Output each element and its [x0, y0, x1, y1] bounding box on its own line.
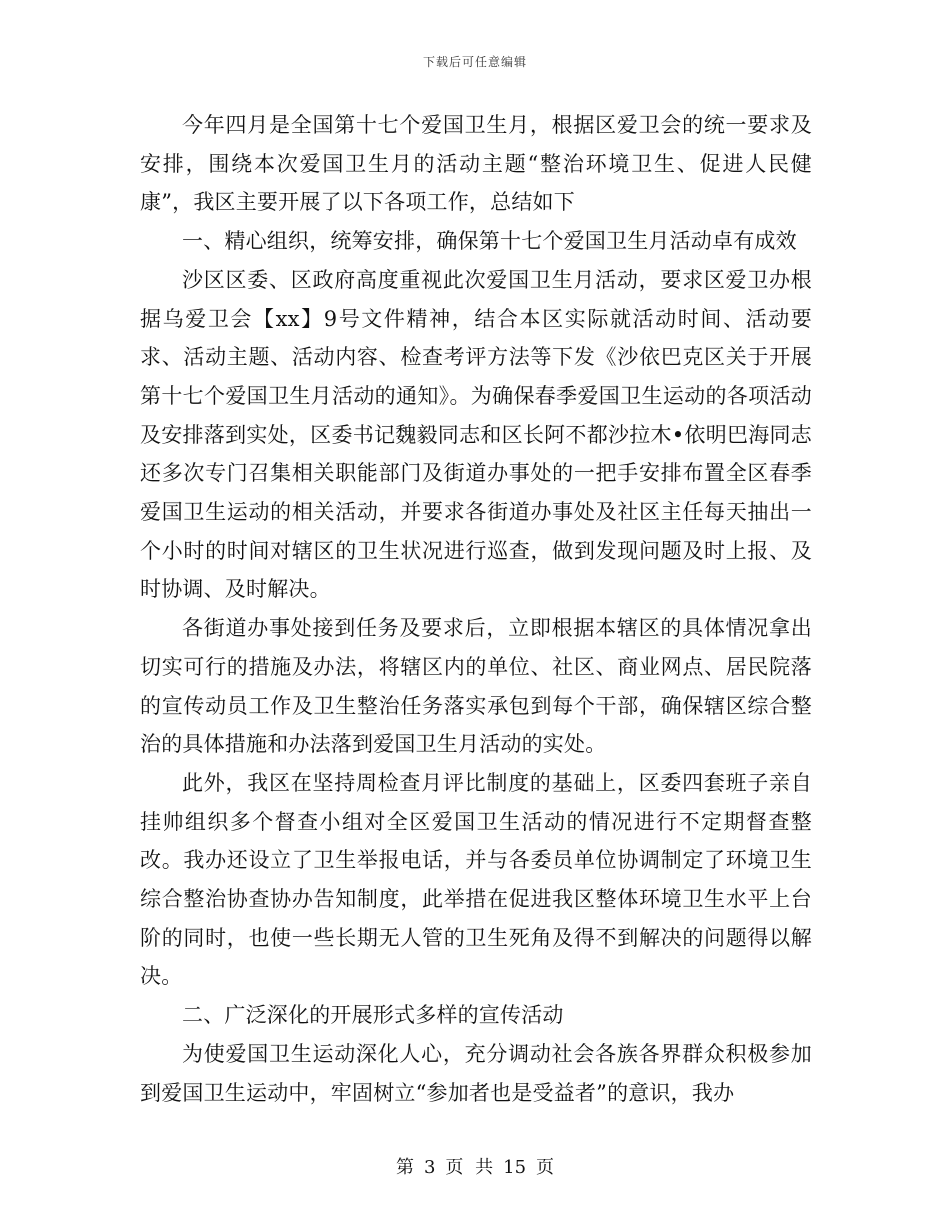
page-header: 下载后可任意编辑: [422, 55, 527, 69]
paragraph: 各街道办事处接到任务及要求后，立即根据本辖区的具体情况拿出切实可行的措施及办法，将辖区内的单位、社区、商业网点、居民院落的宣传动员工作及卫生整治任务落实承包到每个干部，确保辖区综合整治的具体措施和办法落到爱国卫生月活动的实处。: [140, 616, 812, 757]
section-heading-2: 二、广泛深化的开展形式多样的宣传活动: [182, 1003, 564, 1028]
paragraph: 沙区区委、区政府高度重视此次爱国卫生月活动，要求区爱卫办根据乌爱卫会【xx】9号文件精神，结合本区实际就活动时间、活动要求、活动主题、活动内容、检查考评方法等下发《沙依巴克区关于开展第十七个爱国卫生月活动的通知》。为确保春季爱国卫生运动的各项活动及安排落到实处，区委书记魏毅同志和区长阿不都沙拉木•依明巴海同志还多次专门召集相关职能部门及街道办事处的一把手安排布置全区春季爱国卫生运动的相关活动，并要求各街道办事处及社区主任每天抽出一个小时的时间对辖区的卫生状况进行巡查，做到发现问题及时上报、及时协调、及时解决。: [140, 267, 812, 602]
current-page-number: 3: [423, 1157, 436, 1178]
footer-prefix: 第: [395, 1157, 414, 1178]
page-footer: [0, 1153, 950, 1179]
paragraph-intro: 今年四月是全国第十七个爱国卫生月，根据区爱卫会的统一要求及安排，围绕本次爱国卫生月的活动主题“整治环境卫生、促进人民健康”，我区主要开展了以下各项工作，总结如下: [140, 113, 812, 215]
document-body: [140, 106, 812, 1112]
footer-middle: 页 共: [445, 1157, 494, 1178]
paragraph: 为使爱国卫生运动深化人心，充分调动社会各族各界群众积极参加到爱国卫生运动中，牢固树立“参加者也是受益者”的意识，我办: [140, 1041, 812, 1105]
total-page-count: 15: [503, 1157, 527, 1178]
footer-suffix: 页: [536, 1157, 555, 1178]
section-heading-1: 一、精心组织，统筹安排，确保第十七个爱国卫生月活动卓有成效: [182, 229, 797, 254]
paragraph: 此外，我区在坚持周检查月评比制度的基础上，区委四套班子亲自挂帅组织多个督查小组对全区爱国卫生活动的情况进行不定期督查整改。我办还设立了卫生举报电话，并与各委员单位协调制定了环境卫生综合整治协查协办告知制度，此举措在促进我区整体环境卫生水平上台阶的同时，也使一些长期无人管的卫生死角及得不到解决的问题得以解决。: [140, 770, 812, 989]
